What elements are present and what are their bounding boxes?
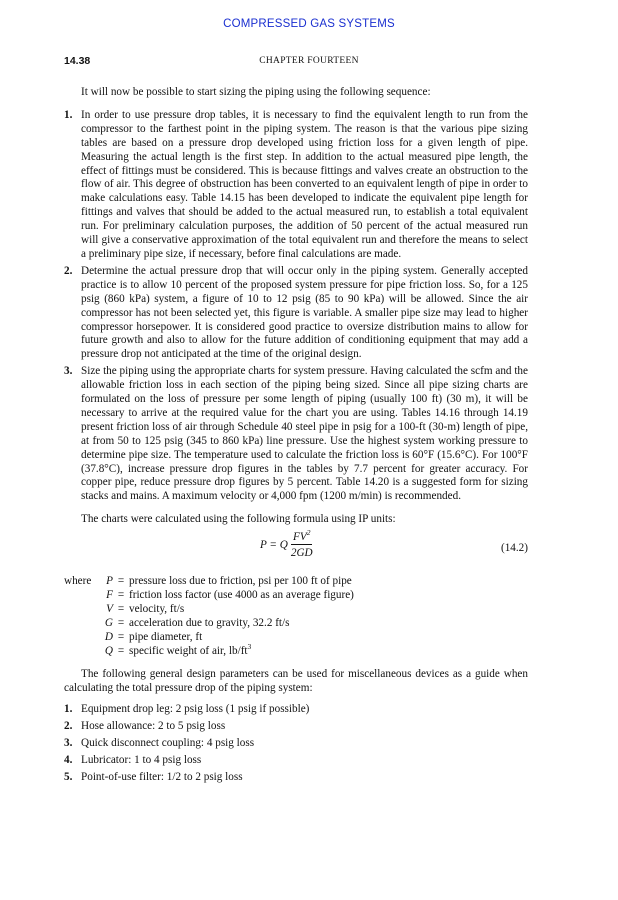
list-item-number: 2. [64, 264, 73, 277]
list-item [64, 109, 528, 262]
equation-number: (14.2) [500, 542, 528, 555]
definition-row: P = pressure loss due to friction, psi per 100 ft of pipe [106, 575, 352, 588]
definition-row: F = friction loss factor (use 4000 as an average figure) [106, 589, 354, 602]
definition-row: V = velocity, ft/s [106, 603, 185, 615]
list-item-number: 3. [64, 365, 73, 378]
running-header-title: COMPRESSED GAS SYSTEMS [223, 18, 395, 30]
definition-row: G = acceleration due to gravity, 32.2 ft/s [104, 616, 290, 629]
list-item: 5. Point-of-use filter: 1/2 to 2 psig loss [64, 771, 243, 784]
fraction-numerator: $FV^2$ [293, 528, 311, 544]
list-item: 4. Lubricator: 1 to 4 psig loss [64, 754, 202, 767]
formula-intro: The charts were calculated using the following formula using IP units: [81, 513, 396, 526]
where-label: where [64, 575, 92, 588]
list-item [64, 365, 528, 504]
list-item: 3. Quick disconnect coupling: 4 psig loss [64, 737, 255, 750]
equation-block [64, 528, 528, 567]
list-item-text: Determine the actual pressure drop that will occur only in the piping system. Generally accepted practice is to allow 10 percent of the proposed system pressure for pipe friction loss. So, for a 125 psig (860 kPa) system, a figure of 10 to 12 psig (85 to 90 kPa) will be allowed. Since the air compressor has not been selected yet, this figure is variable. A smaller pipe size may lead to higher compressor horsepower. It is considered good practice to oversize distribution mains to allow for future growth and also to allow for the future addition of conditioning equipment that may add a pressure drop not anticipated at the time of the original design. [81, 264, 528, 361]
design-parameters-list [64, 703, 528, 785]
params-intro: The following general design parameters can be used for miscellaneous devices as a guide when calculating the total pressure drop of the piping system: [64, 667, 528, 694]
equation [260, 528, 315, 560]
chapter-label: CHAPTER FOURTEEN [259, 56, 359, 66]
variable-definitions [64, 575, 528, 658]
definition-row: D = pipe diameter, ft [104, 630, 203, 643]
list-item [64, 265, 528, 362]
intro-paragraph: It will now be possible to start sizing the piping using the following sequence: [81, 86, 431, 98]
page-number: 14.38 [64, 55, 91, 67]
list-item-text: Size the piping using the appropriate charts for system pressure. Having calculated the scfm and the allowable friction loss in each section of the piping being sized. Since all pipe sizing charts are formulated on the loss of pressure per some length of piping (usually 100 ft) (30 m), it will be necessary to arrive at the required value for the chart you are using. Tables 14.16 through 14.19 present friction loss of air through Schedule 40 steel pipe in psig for a 100-ft (30-m) length of pipe, at from 50 to 125 psig (345 to 860 kPa) line pressure. Use the highest system working pressure to determine pipe size. The temperature used to calculate the friction loss is 60°F (15.6°C). For 100°F (37.8°C), increase pressure drop figures in the tables by 7.7 percent for greater accuracy. For copper pipe, reduce pressure drop figures by 5 percent. Table 14.20 is a suggested form for sizing stacks and mains. A maximum velocity or 4,000 fpm (1200 m/min) is recommended. [81, 365, 528, 503]
list-item-number: 1. [64, 108, 73, 121]
page-body [64, 86, 528, 788]
list-item: 1. Equipment drop leg: 2 psig loss (1 psig if possible) [64, 703, 310, 716]
equation-fraction [289, 528, 315, 560]
list-item-text: In order to use pressure drop tables, it is necessary to find the equivalent length to run from the compressor to the farthest point in the piping system. The reason is that the various pipe sizing tables are based on a pressure drop developed using friction loss for a given length of pipe. Measuring the actual length is the first step. In addition to the actual measured pipe length, the effect of fittings must be considered. This is because fittings and valves create an obstruction to the flow of air. This degree of obstruction has been converted to an equivalent length of pipe in order to make calculations easy. Table 14.15 has been developed to indicate the equivalent pipe length for fittings and valves that should be added to the actual measured run, to establish a total equivalent run. For preliminary calculation purposes, the addition of 50 percent of the actual measured run will give a conservative approximation of the total equivalent run and therefore the means to select a preliminary pipe size, if necessary, before final calculations are made. [81, 108, 528, 260]
definition-row: Q = specific weight of air, $lb/ft^3$ [104, 641, 252, 657]
fraction-denominator: 2GD [290, 547, 313, 560]
equation-lhs: P = Q [260, 538, 288, 551]
list-item: 2. Hose allowance: 2 to 5 psig loss [64, 720, 226, 733]
sizing-steps-list [64, 109, 528, 504]
